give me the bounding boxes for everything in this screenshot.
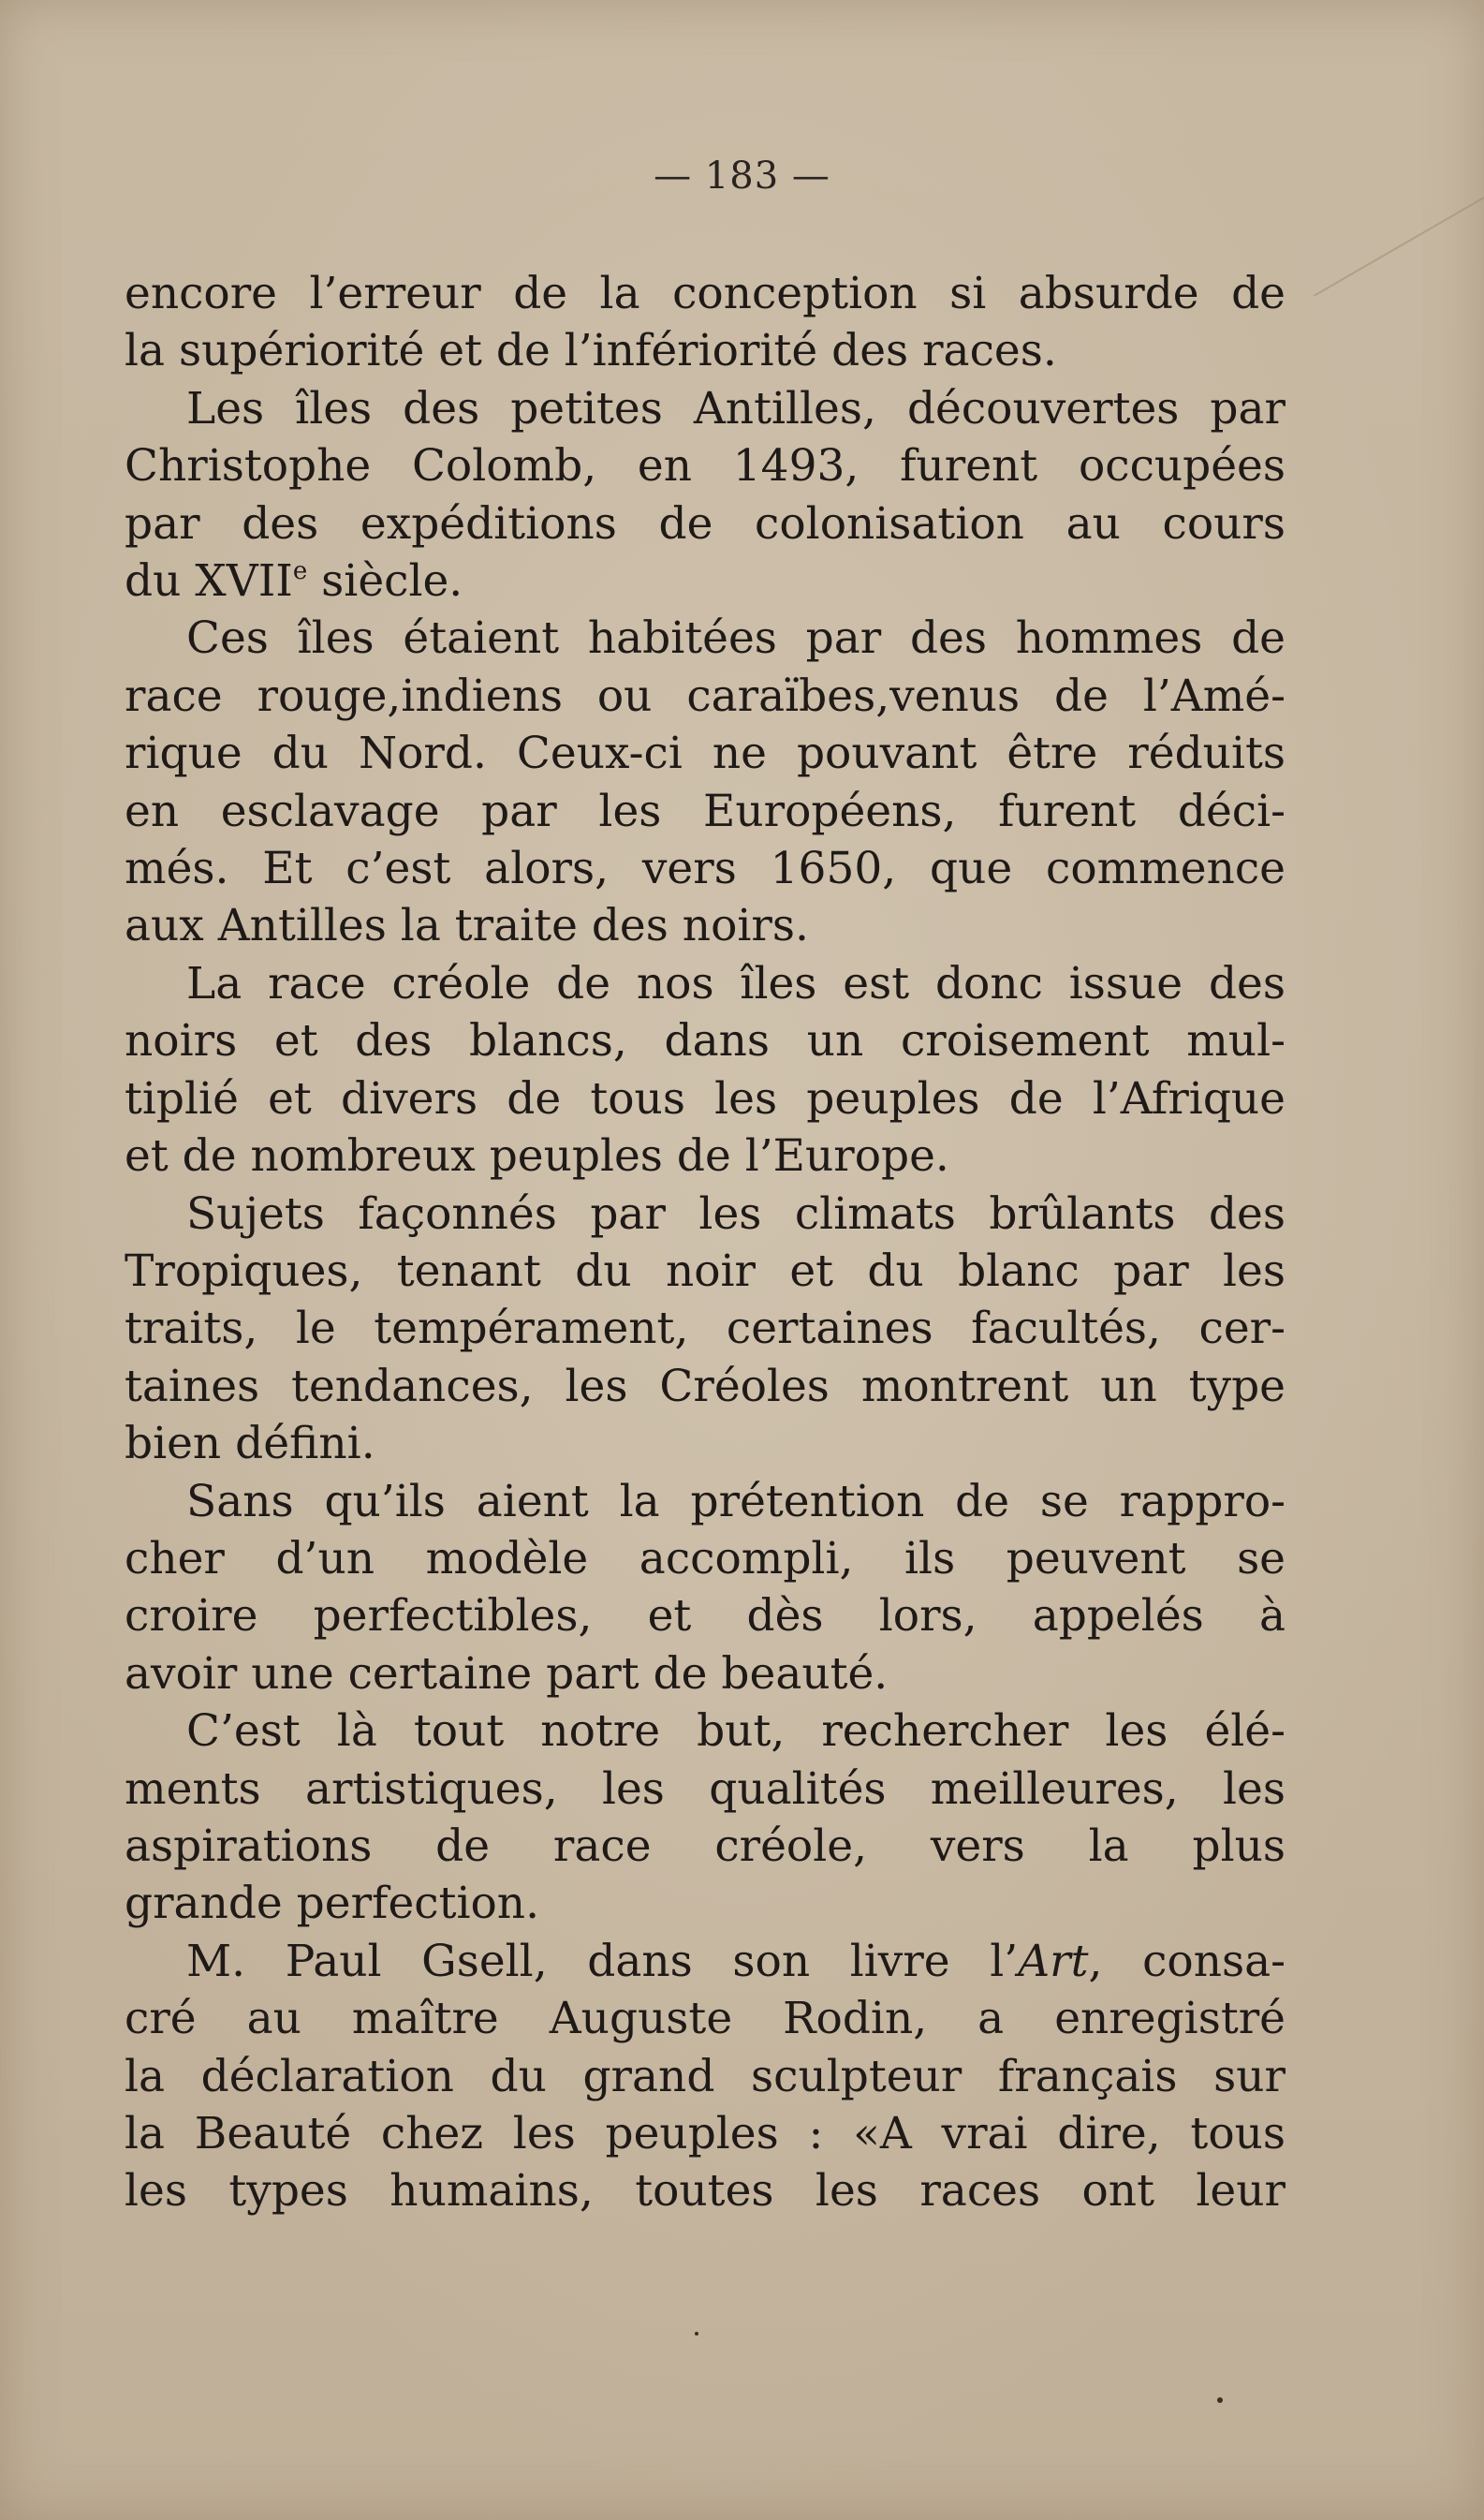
text-line: en esclavage par les Européens, furent déci- [125,785,1286,837]
text-line: Les îles des petites Antilles, découvertes par [186,382,1286,435]
text-line: croire perfectibles, et dès lors, appelés à [125,1590,1286,1643]
text-line: més. Et c’est alors, vers 1650, que commence [125,843,1286,895]
text-line: les types humains, toutes les races ont leur [125,2165,1286,2218]
paper-speck [695,2332,698,2336]
text-line: ments artistiques, les qualités meilleures, les [125,1762,1286,1815]
text-line: tiplié et divers de tous les peuples de l’Afrique [125,1072,1286,1125]
text-line: La race créole de nos îles est donc issue des [186,957,1286,1009]
text-line: Ces îles étaient habitées par des hommes de [186,612,1286,665]
text-line-segment: du XVII [125,555,293,608]
superscript: e [292,557,308,586]
body-text [125,265,1286,2220]
text-line: la supériorité et de l’infériorité des races. [125,325,1057,377]
text-line: race rouge,indiens ou caraïbes,venus de l’Amé- [125,670,1286,722]
text-line: C’est là tout notre but, rechercher les élé- [186,1705,1286,1758]
text-line [125,553,1286,610]
text-line: Tropiques, tenant du noir et du blanc par les [125,1245,1286,1297]
text-line: Christophe Colomb, en 1493, furent occupées [125,440,1286,493]
paper-crease [1314,197,1484,297]
text-line: la déclaration du grand sculpteur français sur [125,2050,1286,2102]
text-line: traits, le tempérament, certaines facultés, cer- [125,1303,1286,1355]
text-line: par des expéditions de colonisation au cours [125,497,1286,550]
page-number: — 183 — [654,155,830,198]
text-line: rique du Nord. Ceux-ci ne pouvant être réduits [125,728,1286,780]
text-line [125,1933,1286,1990]
text-line: cher d’un modèle accompli, ils peuvent se [125,1532,1286,1584]
text-line: encore l’erreur de la conception si absurde de [125,268,1286,319]
text-line: aux Antilles la traite des noirs. [125,900,809,952]
text-line: noirs et des blancs, dans un croisement mul- [125,1015,1286,1068]
text-line: Sans qu’ils aient la prétention de se rappro- [186,1475,1286,1527]
text-line-segment: , consa- [1088,1935,1286,1987]
text-line: Sujets façonnés par les climats brûlants des [186,1187,1286,1240]
text-line: grande perfection. [125,1878,540,1930]
text-line: aspirations de race créole, vers la plus [125,1820,1286,1872]
text-line: taines tendances, les Créoles montrent un type [125,1360,1286,1412]
text-line: bien défini. [125,1418,375,1470]
text-line: avoir une certaine part de beauté. [125,1647,889,1700]
text-line: la Beauté chez les peuples : «A vrai dire, tous [125,2108,1286,2159]
text-line-segment: M. Paul Gsell, dans son livre l’ [186,1935,1019,1987]
text-line-segment: siècle. [307,555,463,608]
text-line: cré au maître Auguste Rodin, a enregistré [125,1993,1286,2045]
italic-title: Art [1018,1935,1089,1987]
text-line: et de nombreux peuples de l’Europe. [125,1130,949,1183]
paper-speck [1217,2397,1223,2403]
